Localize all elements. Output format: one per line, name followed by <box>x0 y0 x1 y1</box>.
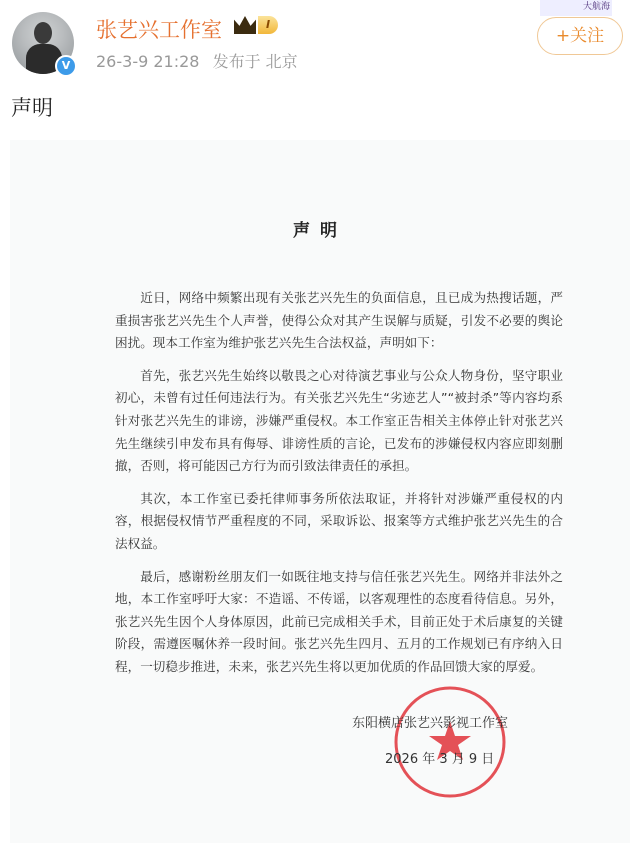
follow-button[interactable]: +关注 <box>537 17 623 55</box>
paragraph: 最后，感谢粉丝朋友们一如既往地支持与信任张艺兴先生。网络并非法外之地，本工作室呼吁大家：不造谣、不传谣，以客观理性的态度看待信息。另外，张艺兴先生因个人身体原因，此前已完成相关手术，目前正处于术后康复的关键阶段，需遵医嘱休养一段时间。张艺兴先生四月、五月的工作规划已有序纳入日程，一切稳步推进，未来，张艺兴先生将以更加优质的作品回馈大家的厚爱。 <box>115 568 563 674</box>
crown-icon <box>234 16 256 34</box>
document-title: 声明 <box>293 221 347 241</box>
avatar-head <box>34 22 52 44</box>
document-body <box>115 287 563 689</box>
ad-badge[interactable] <box>540 0 612 16</box>
paragraph: 首先，张艺兴先生始终以敬畏之心对待演艺事业与公众人物身份，坚守职业初心，未曾有过任何违法行为。有关张艺兴先生“劣迹艺人”“被封杀”等内容均系针对张艺兴先生的诽谤，涉嫌严重侵权。本工作室正告相关主体停止针对张艺兴先生继续引申发布具有侮辱、诽谤性质的言论，已发布的涉嫌侵权内容应即刻删撤，否则，将可能因己方行为而引致法律责任的承担。 <box>115 367 563 474</box>
post-meta <box>96 49 306 72</box>
ad-badge-text: 大航海 <box>582 2 610 12</box>
signature: 东阳横店张艺兴影视工作室 <box>352 716 509 731</box>
verified-icon: V <box>55 55 77 77</box>
statement-image[interactable] <box>10 140 630 843</box>
timestamp: 26-3-9 21:28 <box>96 52 200 71</box>
paragraph: 其次，本工作室已委托律师事务所依法取证，并将针对涉嫌严重侵权的内容，根据侵权情节严重程度的不同，采取诉讼、报案等方式维护张艺兴先生的合法权益。 <box>115 490 563 551</box>
post-text: 声明 <box>11 96 53 120</box>
account-name[interactable]: 张艺兴工作室 <box>96 18 222 42</box>
level-badge: I <box>258 16 278 34</box>
paragraph: 近日，网络中频繁出现有关张艺兴先生的负面信息，且已成为热搜话题，严重损害张艺兴先生个人声誉，使得公众对其产生误解与质疑，引发不必要的舆论困扰。现本工作室为维护张艺兴先生合法权益，声明如下： <box>115 290 563 351</box>
document-date: 2026 年 3 月 9 日 <box>385 752 495 767</box>
location: 发布于 北京 <box>212 52 298 71</box>
official-seal <box>393 685 507 799</box>
member-badge[interactable] <box>234 16 278 34</box>
